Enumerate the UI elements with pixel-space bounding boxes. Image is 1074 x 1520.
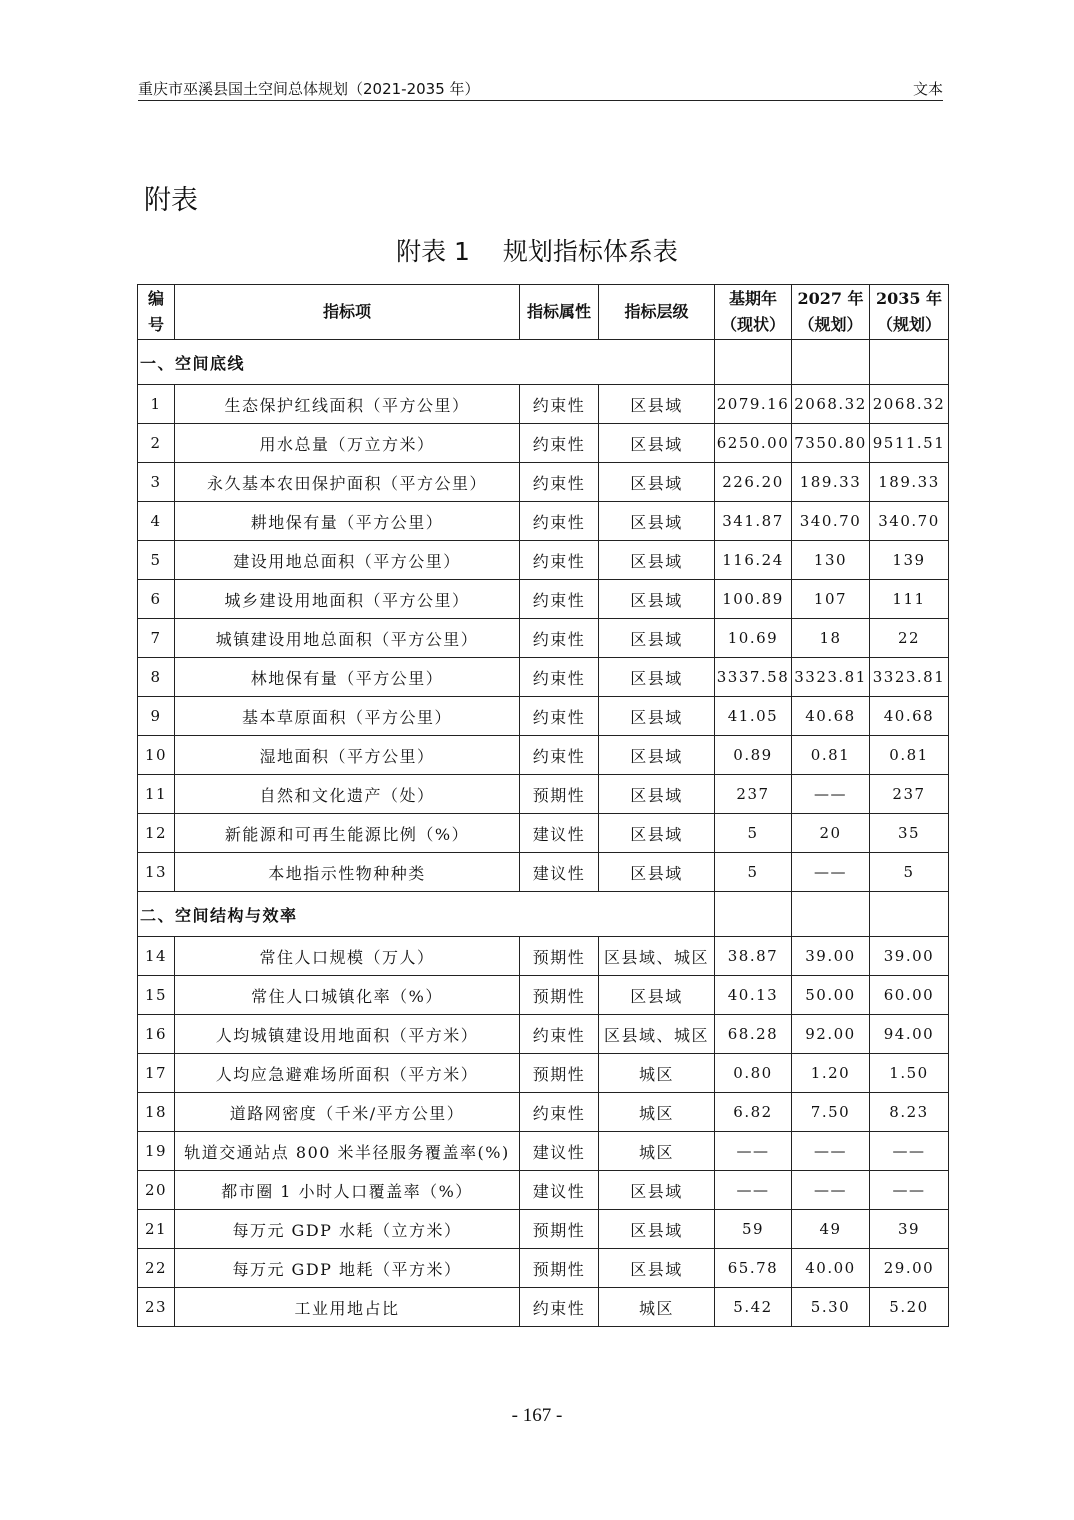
- cell-no: 4: [138, 502, 175, 541]
- cell-item: 建设用地总面积（平方公里）: [175, 541, 520, 580]
- cell-y2035: 35: [870, 814, 949, 853]
- document-type: 文本: [912, 80, 943, 98]
- cell-y2027: 49: [792, 1210, 870, 1249]
- cell-level: 城区: [599, 1093, 715, 1132]
- cell-attr: 约束性: [520, 736, 599, 775]
- empty-cell: [715, 892, 792, 937]
- cell-no: 7: [138, 619, 175, 658]
- cell-y2035: 3323.81: [870, 658, 949, 697]
- cell-y2035: 40.68: [870, 697, 949, 736]
- table-row: [138, 1210, 949, 1249]
- document-title: 重庆市巫溪县国土空间总体规划（2021-2035 年）: [138, 80, 480, 98]
- table-row: [138, 1015, 949, 1054]
- cell-base: 10.69: [715, 619, 792, 658]
- cell-y2027: 5.30: [792, 1288, 870, 1327]
- cell-y2027: 7.50: [792, 1093, 870, 1132]
- col-header-no: 编 号: [138, 285, 175, 340]
- table-row: [138, 502, 949, 541]
- cell-no: 11: [138, 775, 175, 814]
- cell-y2035: 39.00: [870, 937, 949, 976]
- cell-no: 10: [138, 736, 175, 775]
- table-row: [138, 1288, 949, 1327]
- cell-item: 轨道交通站点 800 米半径服务覆盖率(%): [175, 1132, 520, 1171]
- cell-y2035: 0.81: [870, 736, 949, 775]
- page-number: - 167 -: [511, 1405, 563, 1426]
- cell-level: 城区: [599, 1054, 715, 1093]
- cell-attr: 约束性: [520, 1015, 599, 1054]
- cell-no: 15: [138, 976, 175, 1015]
- cell-item: 每万元 GDP 水耗（立方米）: [175, 1210, 520, 1249]
- cell-item: 都市圈 1 小时人口覆盖率（%）: [175, 1171, 520, 1210]
- cell-level: 区县域: [599, 976, 715, 1015]
- cell-y2027: 107: [792, 580, 870, 619]
- cell-no: 12: [138, 814, 175, 853]
- cell-item: 每万元 GDP 地耗（平方米）: [175, 1249, 520, 1288]
- cell-base: 68.28: [715, 1015, 792, 1054]
- cell-attr: 约束性: [520, 1093, 599, 1132]
- cell-y2035: 9511.51: [870, 424, 949, 463]
- cell-level: 区县域: [599, 853, 715, 892]
- empty-cell: [792, 892, 870, 937]
- cell-base: 100.89: [715, 580, 792, 619]
- empty-cell: [870, 340, 949, 385]
- cell-no: 5: [138, 541, 175, 580]
- cell-attr: 预期性: [520, 976, 599, 1015]
- cell-base: 40.13: [715, 976, 792, 1015]
- cell-no: 6: [138, 580, 175, 619]
- cell-base: 341.87: [715, 502, 792, 541]
- cell-level: 区县域: [599, 697, 715, 736]
- cell-y2035: 5.20: [870, 1288, 949, 1327]
- col-header-base: 基期年 （现状）: [715, 285, 792, 340]
- cell-y2027: 18: [792, 619, 870, 658]
- table-row: [138, 1132, 949, 1171]
- col-header-2027: 2027 年 （规划）: [792, 285, 870, 340]
- cell-y2035: 139: [870, 541, 949, 580]
- cell-attr: 约束性: [520, 697, 599, 736]
- cell-base: 5: [715, 853, 792, 892]
- cell-y2027: 340.70: [792, 502, 870, 541]
- cell-attr: 约束性: [520, 502, 599, 541]
- cell-y2035: 29.00: [870, 1249, 949, 1288]
- cell-no: 13: [138, 853, 175, 892]
- table-row: [138, 1054, 949, 1093]
- cell-y2035: 237: [870, 775, 949, 814]
- cell-base: 65.78: [715, 1249, 792, 1288]
- cell-item: 本地指示性物种种类: [175, 853, 520, 892]
- table-row: [138, 1093, 949, 1132]
- cell-level: 区县域: [599, 502, 715, 541]
- cell-attr: 预期性: [520, 937, 599, 976]
- cell-level: 区县域: [599, 1249, 715, 1288]
- cell-attr: 约束性: [520, 580, 599, 619]
- cell-attr: 预期性: [520, 1249, 599, 1288]
- table-row: [138, 775, 949, 814]
- cell-no: 22: [138, 1249, 175, 1288]
- cell-y2027: 92.00: [792, 1015, 870, 1054]
- cell-y2035: 189.33: [870, 463, 949, 502]
- cell-level: 区县域、城区: [599, 1015, 715, 1054]
- cell-level: 区县域: [599, 736, 715, 775]
- cell-y2027: 130: [792, 541, 870, 580]
- cell-level: 区县域: [599, 463, 715, 502]
- cell-attr: 约束性: [520, 385, 599, 424]
- cell-base: 0.89: [715, 736, 792, 775]
- cell-item: 人均城镇建设用地面积（平方米）: [175, 1015, 520, 1054]
- cell-base: 0.80: [715, 1054, 792, 1093]
- empty-cell: [715, 340, 792, 385]
- cell-y2035: 111: [870, 580, 949, 619]
- cell-y2027: 40.68: [792, 697, 870, 736]
- cell-y2035: 2068.32: [870, 385, 949, 424]
- cell-attr: 预期性: [520, 1054, 599, 1093]
- cell-attr: 约束性: [520, 658, 599, 697]
- cell-no: 20: [138, 1171, 175, 1210]
- cell-base: 5.42: [715, 1288, 792, 1327]
- cell-y2027: 20: [792, 814, 870, 853]
- cell-item: 常住人口规模（万人）: [175, 937, 520, 976]
- cell-item: 永久基本农田保护面积（平方公里）: [175, 463, 520, 502]
- cell-y2035: 8.23: [870, 1093, 949, 1132]
- cell-y2027: 3323.81: [792, 658, 870, 697]
- cell-level: 区县域、城区: [599, 937, 715, 976]
- cell-y2027: 7350.80: [792, 424, 870, 463]
- cell-y2027: ——: [792, 853, 870, 892]
- cell-level: 区县域: [599, 1171, 715, 1210]
- cell-y2035: ——: [870, 1132, 949, 1171]
- cell-item: 工业用地占比: [175, 1288, 520, 1327]
- cell-item: 常住人口城镇化率（%）: [175, 976, 520, 1015]
- col-header-attr: 指标属性: [520, 285, 599, 340]
- cell-item: 自然和文化遗产（处）: [175, 775, 520, 814]
- table-row: [138, 619, 949, 658]
- cell-base: 3337.58: [715, 658, 792, 697]
- section-row: [138, 892, 949, 937]
- cell-base: 237: [715, 775, 792, 814]
- cell-attr: 预期性: [520, 775, 599, 814]
- section-title-cell: 一、空间底线: [138, 340, 715, 385]
- table-title: 附表 1 规划指标体系表: [396, 237, 678, 266]
- cell-level: 区县域: [599, 1210, 715, 1249]
- cell-no: 8: [138, 658, 175, 697]
- cell-no: 21: [138, 1210, 175, 1249]
- cell-y2035: 60.00: [870, 976, 949, 1015]
- cell-y2035: 39: [870, 1210, 949, 1249]
- table-row: [138, 580, 949, 619]
- cell-attr: 约束性: [520, 424, 599, 463]
- cell-attr: 建议性: [520, 853, 599, 892]
- cell-level: 城区: [599, 1132, 715, 1171]
- cell-attr: 建议性: [520, 814, 599, 853]
- cell-item: 基本草原面积（平方公里）: [175, 697, 520, 736]
- col-header-level: 指标层级: [599, 285, 715, 340]
- cell-y2035: 5: [870, 853, 949, 892]
- cell-base: 226.20: [715, 463, 792, 502]
- cell-base: 5: [715, 814, 792, 853]
- cell-no: 23: [138, 1288, 175, 1327]
- cell-base: 59: [715, 1210, 792, 1249]
- cell-y2035: 1.50: [870, 1054, 949, 1093]
- section-title: 附表: [144, 185, 198, 216]
- table-row: [138, 937, 949, 976]
- table-row: [138, 463, 949, 502]
- cell-no: 2: [138, 424, 175, 463]
- cell-y2027: ——: [792, 1132, 870, 1171]
- cell-no: 17: [138, 1054, 175, 1093]
- cell-level: 区县域: [599, 658, 715, 697]
- table-row: [138, 814, 949, 853]
- cell-attr: 建议性: [520, 1171, 599, 1210]
- cell-no: 18: [138, 1093, 175, 1132]
- cell-level: 区县域: [599, 541, 715, 580]
- cell-y2027: 40.00: [792, 1249, 870, 1288]
- col-header-2035: 2035 年 （规划）: [870, 285, 949, 340]
- cell-item: 耕地保有量（平方公里）: [175, 502, 520, 541]
- table-row: [138, 385, 949, 424]
- cell-attr: 建议性: [520, 1132, 599, 1171]
- cell-base: 41.05: [715, 697, 792, 736]
- cell-y2035: ——: [870, 1171, 949, 1210]
- table-row: [138, 697, 949, 736]
- cell-y2027: 39.00: [792, 937, 870, 976]
- cell-y2035: 340.70: [870, 502, 949, 541]
- section-title-cell: 二、空间结构与效率: [138, 892, 715, 937]
- cell-attr: 预期性: [520, 1210, 599, 1249]
- cell-item: 林地保有量（平方公里）: [175, 658, 520, 697]
- indicator-table: [137, 284, 949, 1327]
- cell-attr: 约束性: [520, 1288, 599, 1327]
- cell-y2027: ——: [792, 775, 870, 814]
- cell-base: ——: [715, 1171, 792, 1210]
- section-row: [138, 340, 949, 385]
- cell-base: 2079.16: [715, 385, 792, 424]
- cell-item: 新能源和可再生能源比例（%）: [175, 814, 520, 853]
- cell-item: 城镇建设用地总面积（平方公里）: [175, 619, 520, 658]
- cell-y2035: 22: [870, 619, 949, 658]
- cell-base: 6.82: [715, 1093, 792, 1132]
- table-row: [138, 658, 949, 697]
- cell-no: 9: [138, 697, 175, 736]
- cell-level: 区县域: [599, 385, 715, 424]
- cell-y2035: 94.00: [870, 1015, 949, 1054]
- cell-no: 19: [138, 1132, 175, 1171]
- cell-base: 38.87: [715, 937, 792, 976]
- cell-item: 城乡建设用地面积（平方公里）: [175, 580, 520, 619]
- table-row: [138, 853, 949, 892]
- cell-y2027: 1.20: [792, 1054, 870, 1093]
- table-body: [138, 340, 949, 1327]
- cell-y2027: 189.33: [792, 463, 870, 502]
- cell-y2027: ——: [792, 1171, 870, 1210]
- table-row: [138, 424, 949, 463]
- cell-item: 湿地面积（平方公里）: [175, 736, 520, 775]
- cell-level: 区县域: [599, 424, 715, 463]
- table-row: [138, 1249, 949, 1288]
- table-row: [138, 541, 949, 580]
- cell-item: 生态保护红线面积（平方公里）: [175, 385, 520, 424]
- cell-base: ——: [715, 1132, 792, 1171]
- cell-y2027: 0.81: [792, 736, 870, 775]
- cell-no: 1: [138, 385, 175, 424]
- cell-level: 区县域: [599, 580, 715, 619]
- cell-item: 人均应急避难场所面积（平方米）: [175, 1054, 520, 1093]
- cell-no: 3: [138, 463, 175, 502]
- empty-cell: [870, 892, 949, 937]
- cell-attr: 约束性: [520, 541, 599, 580]
- cell-level: 区县域: [599, 775, 715, 814]
- cell-level: 区县域: [599, 814, 715, 853]
- cell-y2027: 2068.32: [792, 385, 870, 424]
- col-header-item: 指标项: [175, 285, 520, 340]
- cell-item: 用水总量（万立方米）: [175, 424, 520, 463]
- table-header-row: [138, 285, 949, 340]
- cell-level: 城区: [599, 1288, 715, 1327]
- table-row: [138, 976, 949, 1015]
- page-header: [138, 76, 943, 101]
- table-row: [138, 1171, 949, 1210]
- table-row: [138, 736, 949, 775]
- cell-no: 14: [138, 937, 175, 976]
- cell-attr: 约束性: [520, 619, 599, 658]
- cell-y2027: 50.00: [792, 976, 870, 1015]
- cell-item: 道路网密度（千米/平方公里）: [175, 1093, 520, 1132]
- cell-no: 16: [138, 1015, 175, 1054]
- cell-level: 区县域: [599, 619, 715, 658]
- empty-cell: [792, 340, 870, 385]
- cell-base: 116.24: [715, 541, 792, 580]
- cell-base: 6250.00: [715, 424, 792, 463]
- cell-attr: 约束性: [520, 463, 599, 502]
